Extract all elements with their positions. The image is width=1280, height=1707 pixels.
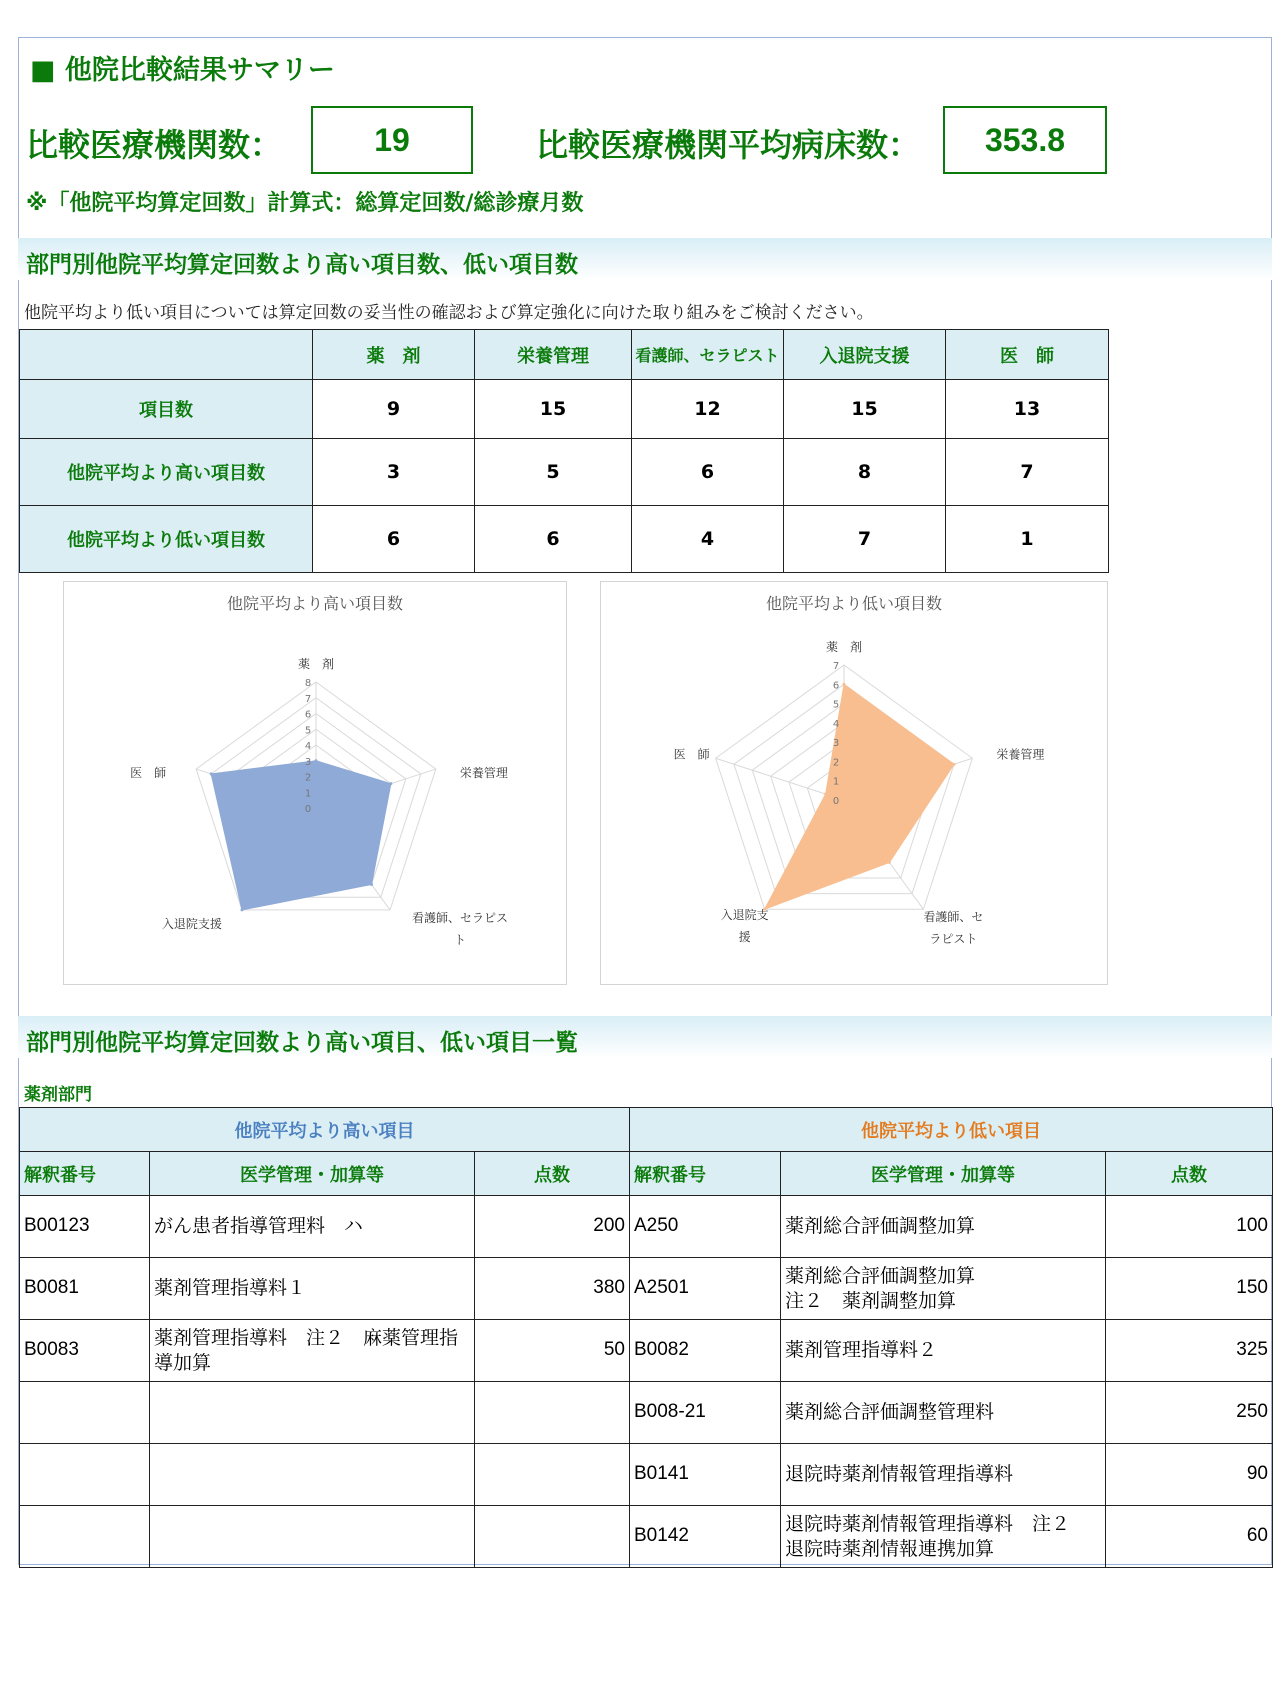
radar-chart-low-svg <box>601 582 1107 984</box>
cell-l-code: B0082 <box>630 1320 781 1382</box>
chart-title: 他院平均より低い項目数 <box>765 594 943 613</box>
chart-title: 他院平均より高い項目数 <box>226 594 404 613</box>
tick-label: 6 <box>304 709 312 721</box>
tick-label: 5 <box>832 699 840 711</box>
summary-row-high <box>20 439 1109 506</box>
category-label: 入退院支援 <box>720 908 769 945</box>
tick-label: 6 <box>832 680 840 692</box>
col-name-high: 医学管理・加算等 <box>150 1152 475 1196</box>
cell: 9 <box>313 380 475 439</box>
cell: 1 <box>946 506 1109 573</box>
cell: 13 <box>946 380 1109 439</box>
table-row <box>20 1444 1273 1506</box>
data-point <box>888 861 891 864</box>
category-label: 医 師 <box>673 747 710 762</box>
cell-h-name: 薬剤管理指導料１ <box>150 1258 475 1320</box>
cell-l-code: B0142 <box>630 1506 781 1568</box>
cell-l-name: 薬剤総合評価調整加算 注２ 薬剤調整加算 <box>781 1258 1106 1320</box>
category-label: 医 師 <box>130 766 167 781</box>
tick-label: 1 <box>304 788 312 800</box>
cell: 6 <box>632 439 784 506</box>
cell-h-code: B0081 <box>20 1258 150 1320</box>
row-label: 他院平均より低い項目数 <box>20 506 313 573</box>
tick-label: 8 <box>304 678 312 689</box>
table-row <box>20 1382 1273 1444</box>
data-point <box>370 883 373 886</box>
tick-label: 1 <box>832 776 840 788</box>
low-items-header: 他院平均より低い項目 <box>630 1108 1273 1152</box>
cell-h-pts: 50 <box>475 1320 630 1382</box>
row-label: 項目数 <box>20 380 313 439</box>
data-point <box>210 772 213 775</box>
category-label: 看護師、セラピスト <box>412 910 509 947</box>
data-point <box>389 782 392 785</box>
radar-chart-high <box>63 581 567 985</box>
col-header: 医 師 <box>946 330 1109 380</box>
tick-label: 5 <box>304 725 312 737</box>
cell: 3 <box>313 439 475 506</box>
table-row <box>20 1506 1273 1568</box>
radar-chart-high-svg <box>64 582 566 984</box>
cell-h-name <box>150 1382 475 1444</box>
data-point <box>240 908 243 911</box>
category-label: 入退院支援 <box>161 916 222 931</box>
band-row <box>20 1108 1273 1152</box>
col-code-high: 解釈番号 <box>20 1152 150 1196</box>
cell-l-pts: 60 <box>1106 1506 1273 1568</box>
cell-h-code <box>20 1444 150 1506</box>
tick-label: 4 <box>832 718 840 730</box>
summary-table <box>19 329 1109 573</box>
cell: 8 <box>784 439 946 506</box>
cell-h-name: がん患者指導管理料 ハ <box>150 1196 475 1258</box>
data-area <box>765 684 954 909</box>
cell-h-name <box>150 1506 475 1568</box>
cell-h-pts: 380 <box>475 1258 630 1320</box>
avg-beds-label: 比較医療機関平均病床数： <box>536 126 921 164</box>
cell-h-name <box>150 1444 475 1506</box>
guidance-note: 他院平均より低い項目については算定回数の妥当性の確認および算定強化に向けた取り組みをご検討ください。 <box>24 303 874 323</box>
avg-beds-value: 353.8 <box>943 106 1107 174</box>
tick-label: 4 <box>304 741 312 752</box>
cell-l-name: 退院時薬剤情報管理指導料 注２ 退院時薬剤情報連携加算 <box>781 1506 1106 1568</box>
cell: 7 <box>946 439 1109 506</box>
col-header: 入退院支援 <box>784 330 946 380</box>
cell: 6 <box>475 506 632 573</box>
category-label: 看護師、セラピスト <box>923 910 984 947</box>
cell: 5 <box>475 439 632 506</box>
cell: 15 <box>784 380 946 439</box>
summary-header-row <box>20 330 1109 380</box>
summary-corner <box>20 330 313 380</box>
cell-h-pts: 200 <box>475 1196 630 1258</box>
cell: 15 <box>475 380 632 439</box>
cell-l-code: A250 <box>630 1196 781 1258</box>
col-points-high: 点数 <box>475 1152 630 1196</box>
table-row <box>20 1196 1273 1258</box>
cell-h-code <box>20 1382 150 1444</box>
col-header: 栄養管理 <box>475 330 632 380</box>
cell-l-pts: 90 <box>1106 1444 1273 1506</box>
cell-h-code <box>20 1506 150 1568</box>
cell-l-code: A2501 <box>630 1258 781 1320</box>
formula-note: ※「他院平均算定回数」計算式：総算定回数/総診療月数 <box>26 191 584 216</box>
data-area <box>211 761 391 910</box>
cell-l-pts: 250 <box>1106 1382 1273 1444</box>
page-title: ■ 他院比較結果サマリー <box>30 55 335 86</box>
cell-l-code: B008-21 <box>630 1382 781 1444</box>
cell-h-pts <box>475 1506 630 1568</box>
data-point <box>824 793 827 796</box>
category-label: 栄養管理 <box>459 766 508 781</box>
cell-h-code: B0083 <box>20 1320 150 1382</box>
high-items-header: 他院平均より高い項目 <box>20 1108 630 1152</box>
tick-label: 2 <box>304 772 312 784</box>
tick-label: 3 <box>304 756 312 768</box>
cell: 4 <box>632 506 784 573</box>
data-point <box>953 763 956 766</box>
table-row <box>20 1258 1273 1320</box>
col-name-low: 医学管理・加算等 <box>781 1152 1106 1196</box>
col-header: 薬 剤 <box>313 330 475 380</box>
cell: 6 <box>313 506 475 573</box>
data-point <box>843 683 846 686</box>
cell-l-pts: 150 <box>1106 1258 1273 1320</box>
section-heading-counts: 部門別他院平均算定回数より高い項目数、低い項目数 <box>18 238 1272 280</box>
column-header-row <box>20 1152 1273 1196</box>
department-label: 薬剤部門 <box>24 1085 92 1105</box>
cell-l-code: B0141 <box>630 1444 781 1506</box>
tick-label: 7 <box>304 693 312 705</box>
section-heading-list: 部門別他院平均算定回数より高い項目、低い項目一覧 <box>18 1016 1272 1058</box>
cell: 12 <box>632 380 784 439</box>
cell-l-pts: 325 <box>1106 1320 1273 1382</box>
col-header: 看護師、セラピスト <box>632 330 784 380</box>
col-points-low: 点数 <box>1106 1152 1273 1196</box>
cell-l-name: 退院時薬剤情報管理指導料 <box>781 1444 1106 1506</box>
cell-l-name: 薬剤総合評価調整加算 <box>781 1196 1106 1258</box>
facility-count-value: 19 <box>311 106 473 174</box>
radar-chart-low <box>600 581 1108 985</box>
cell-l-name: 薬剤管理指導料２ <box>781 1320 1106 1382</box>
category-label: 薬 剤 <box>297 657 335 671</box>
tick-label: 2 <box>832 757 840 769</box>
col-code-low: 解釈番号 <box>630 1152 781 1196</box>
category-label: 栄養管理 <box>996 747 1045 762</box>
items-table <box>19 1107 1273 1568</box>
tick-label: 0 <box>832 796 840 807</box>
row-label: 他院平均より高い項目数 <box>20 439 313 506</box>
facility-count-label: 比較医療機関数： <box>26 126 283 164</box>
cell-h-pts <box>475 1444 630 1506</box>
cell-h-code: B00123 <box>20 1196 150 1258</box>
tick-label: 3 <box>832 738 840 750</box>
data-point <box>315 759 318 762</box>
summary-row-total <box>20 380 1109 439</box>
table-row <box>20 1320 1273 1382</box>
tick-label: 0 <box>304 804 312 815</box>
cell-l-pts: 100 <box>1106 1196 1273 1258</box>
cell-h-pts <box>475 1382 630 1444</box>
cell-h-name: 薬剤管理指導料 注２ 麻薬管理指導加算 <box>150 1320 475 1382</box>
tick-label: 7 <box>832 661 840 672</box>
summary-row-low <box>20 506 1109 573</box>
category-label: 薬 剤 <box>825 640 863 654</box>
cell: 7 <box>784 506 946 573</box>
cell-l-name: 薬剤総合評価調整管理料 <box>781 1382 1106 1444</box>
